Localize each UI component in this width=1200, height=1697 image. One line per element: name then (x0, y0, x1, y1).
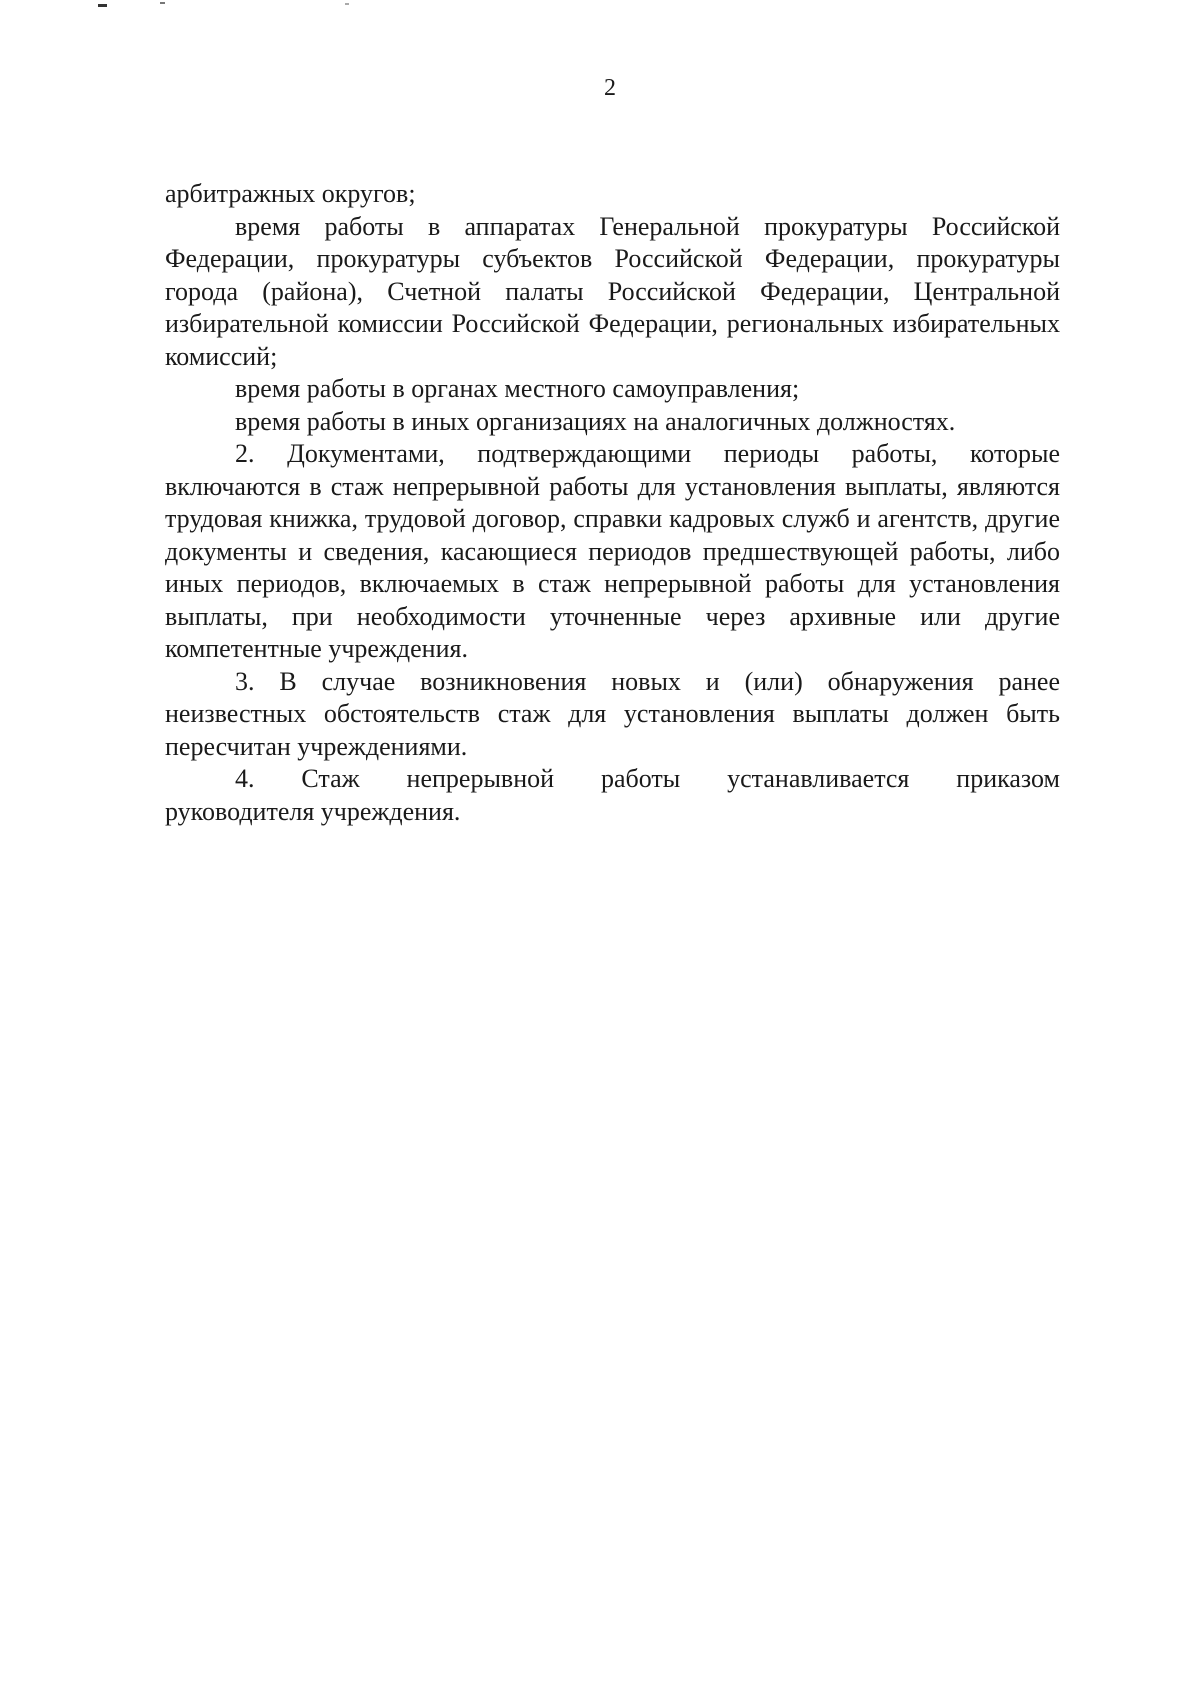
paragraph-item-3: 3. В случае возникновения новых и (или) обнаружения ранее неизвестных обстоятельств стаж для установления выплаты должен быть пересчитан учреждениями. (165, 666, 1060, 761)
document-body (165, 178, 1060, 828)
paragraph-item-2: 2. Документами, подтверждающими периоды работы, которые включаются в стаж непрерывной работы для установления выплаты, являются трудовая книжка, трудовой договор, справки кадровых служб и агентств, другие документы и сведения, касающиеся периодов предшествующей работы, либо иных периодов, включаемых в стаж непрерывной работы для установления выплаты, при необходимости уточненные через архивные или другие компетентные учреждения. (165, 439, 1060, 663)
page-number: 2 (604, 75, 616, 101)
paragraph-continuation: арбитражных округов; (165, 179, 416, 208)
paragraph-local-government: время работы в органах местного самоуправления; (235, 374, 800, 403)
paragraph-item-4: 4. Стаж непрерывной работы устанавливается приказом (235, 764, 1060, 793)
scan-artifact (98, 4, 107, 7)
scan-artifact (345, 3, 349, 5)
paragraph-item-4-continuation: руководителя учреждения. (165, 796, 461, 826)
paragraph-prosecutor-offices: время работы в аппаратах Генеральной прокуратуры Российской Федерации, прокуратуры субъектов Российской Федерации, прокуратуры города (района), Счетной палаты Российской Федерации, Центральной избирательной комиссии Российской Федерации, региональных избирательных комиссий; (165, 211, 1060, 371)
scan-artifact (160, 2, 165, 4)
paragraph-other-organizations: время работы в иных организациях на аналогичных должностях. (235, 406, 956, 436)
